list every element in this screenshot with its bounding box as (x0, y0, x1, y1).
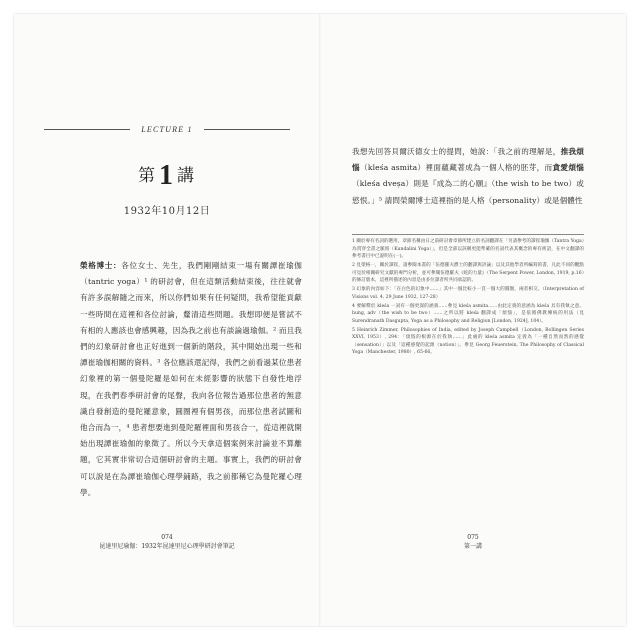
right-body-term-1: 推我煩惱 (352, 147, 584, 173)
right-body-part-2: （kleśa asmita）裡面蘊藏著成為一個人格的胚芽，而 (359, 163, 553, 173)
right-body-term-2: 貪愛煩惱 (552, 163, 584, 173)
book-spread (14, 14, 626, 626)
left-folio (14, 533, 320, 551)
footnote-item: 3 幻象的內容如下：「在白色的幻象中……」其中一個比較小一頁一個大的圓圈，兩者相交。（Interpretation of Visions vol. 4, 29 June 1932, 127-28） (352, 287, 584, 300)
heading-rule-left (44, 129, 130, 130)
right-body-text (352, 144, 584, 209)
chapter-suffix: 講 (177, 166, 196, 186)
chapter-title (14, 162, 320, 190)
footnote-divider (352, 234, 584, 235)
right-body-part-1: 我想先回答貝爾沃德女士的提問，她說：「我之前的理解是， (352, 147, 561, 156)
left-page (14, 14, 320, 626)
heading-rule-right (204, 129, 290, 130)
footnote-item: 1 關於專有名詞的選用，章節名稱由日之前研討會章節所建立的名詞翻譯在「另請參考的譚崔瑜伽（Tantra Yoga）為貫穿全書之脈絡（Kundalini Yoga）」，但是全部以該稱更能準確的名詞代表其概念的專有術語，在中文翻譯的參考書目中已說明在(一)。 (352, 239, 584, 259)
right-page-number: 075 (467, 534, 479, 541)
footnote-item: 2 見榮格一，關於譚崔，請參閱本書的「伍德羅夫爵士的翻譯與評論」以及其他學者所編寫的書，凡此不同的觀點可見於相關研究文獻的專門分析，並可參閱伍德羅夫《蛇的力量》（The Serpent Power, London, 1919, p.16）的修訂版本，這裡所描述的內容是由多位譯者所共同承認的。 (352, 263, 584, 283)
right-body-part-3: （kleśa dveṣa）則是『成為二的心願』（the wish to be two）或慾恨。」⁵ 請問榮爾博士這裡指的是人格（personality）或是個體性 (352, 179, 584, 205)
lecture-label: LECTURE 1 (141, 125, 193, 134)
footnote-item: 4 要解釋於 kleśa 一詞有一個更深的涵義……參見 kleśa asmita……由此定義的意涵為 kleśa 具有我執之意。hung, adv（the wish to be two）……之所以將 kleśa 翻譯成「煩惱」，是依循佛教傳統的用法（見 Surendranath Dasgupta, Yoga as a Philosophy and Religion [London, 1924], 104）。 (352, 303, 584, 324)
footnotes (352, 238, 584, 358)
left-body-text (80, 258, 302, 501)
footnote-item: 5 Heinrich Zimmer, Philosophies of India, edited by Joseph Campbell（London, Bollingen Series XXVI, 1953）, 294：「煩惱的根源在於我執……」此處的 kleśa asmita 定義為「一種自然而然的感覺（sensation）」以及「這種感覺的起源（notion）」。參見 Georg Feuerstein, The Philosophy of Classical Yoga（Manchester, 1980）, 65-66。 (352, 327, 584, 355)
left-running-footer: 昆達里尼瑜伽：1932年昆達里尼心理學研討會筆記 (99, 543, 235, 550)
speaker-label: 榮格博士： (80, 261, 122, 270)
chapter-date: 1932年10月12日 (123, 206, 211, 217)
chapter-prefix: 第 (138, 166, 157, 186)
left-body-paragraph: 各位女士、先生，我們剛剛結束一場有關譚崔瑜伽（tantric yoga）¹ 的研討會，但在這類活動結束後，往往就會有許多誤解隨之而來，所以你們如果有任何疑問，我希望能貢獻一些時間在這裡和各位討論，釐清這些問題。我想即便是嘗試不有相的人應該也會感興趣，因為我之前也有談論過瑜伽。² 而且我們的幻象研討會也正好進到一個新的階段，其中開始出現一些和譚崔瑜伽相關的資料。³ 各位應該還記得，我們之前看過某位患者幻象裡的第一個曼陀羅是如何在未經影響的狀態下自發性地浮現，在我們春季研討會的尾聲，我向各位報告過那位患者的無意識自發創造的曼陀羅意象，圓圈裡有個男孩，而那位患者試圖和他合而為一，⁴ 患者想要進到曼陀羅裡面和男孩合一，從這裡就開始出現譚崔瑜伽的象徵了。所以今天拿這個案例來討論並不算離題，它其實非常切合這個研討會的主題。事實上，我們的研討會可以說是在為譚崔瑜伽心理學鋪路，我之前都稱它為曼陀羅心理學。 (80, 261, 303, 497)
right-folio (320, 533, 626, 551)
right-running-footer: 第一講 (463, 543, 482, 550)
chapter-number: 1 (159, 160, 175, 191)
left-page-number: 074 (161, 534, 173, 541)
lecture-heading (44, 123, 290, 137)
